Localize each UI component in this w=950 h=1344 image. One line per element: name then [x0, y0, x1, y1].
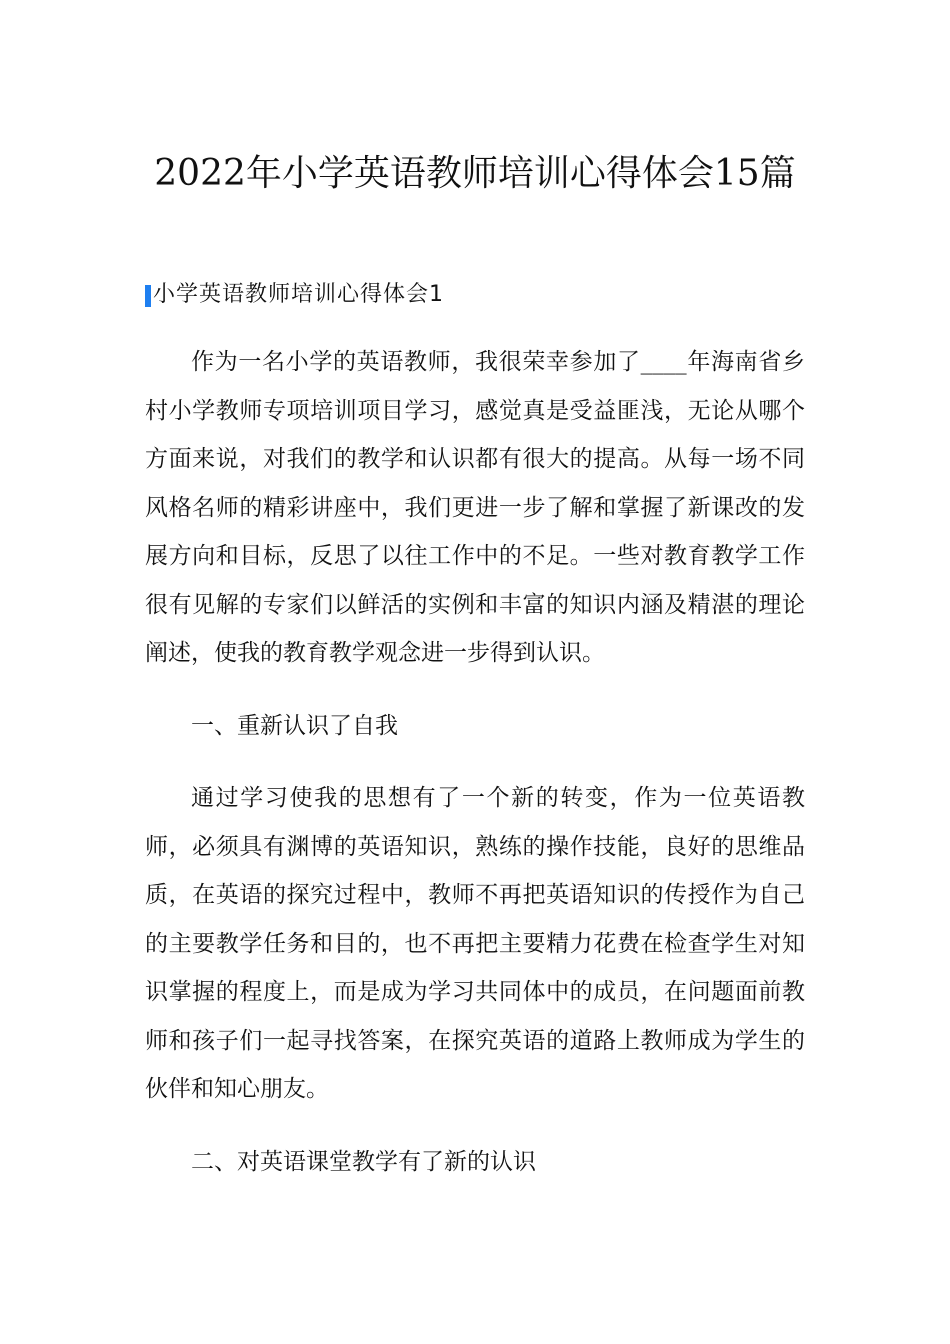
paragraph: 作为一名小学的英语教师，我很荣幸参加了____年海南省乡村小学教师专项培训项目学习，感觉真是受益匪浅，无论从哪个方面来说，对我们的教学和认识都有很大的提高。从每一场不同风格名师的精彩讲座中，我们更进一步了解和掌握了新课改的发展方向和目标，反思了以往工作中的不足。一些对教育教学工作很有见解的专家们以鲜活的实例和丰富的知识内涵及精湛的理论阐述，使我的教育教学观念进一步得到认识。 [145, 349, 805, 666]
document-title: 2022年小学英语教师培训心得体会15篇 [154, 153, 796, 194]
subheading: 二、对英语课堂教学有了新的认识 [191, 1149, 536, 1175]
subheading: 一、重新认识了自我 [191, 713, 398, 739]
section-heading-text: 小学英语教师培训心得体会1 [153, 281, 444, 307]
section-heading [145, 276, 444, 308]
paragraph: 通过学习使我的思想有了一个新的转变，作为一位英语教师，必须具有渊博的英语知识，熟练的操作技能，良好的思维品质，在英语的探究过程中，教师不再把英语知识的传授作为自己的主要教学任务和目的，也不再把主要精力花费在检查学生对知识掌握的程度上，而是成为学习共同体中的成员，在问题面前教师和孩子们一起寻找答案，在探究英语的道路上教师成为学生的伙伴和知心朋友。 [145, 785, 805, 1102]
heading-marker [145, 285, 151, 307]
